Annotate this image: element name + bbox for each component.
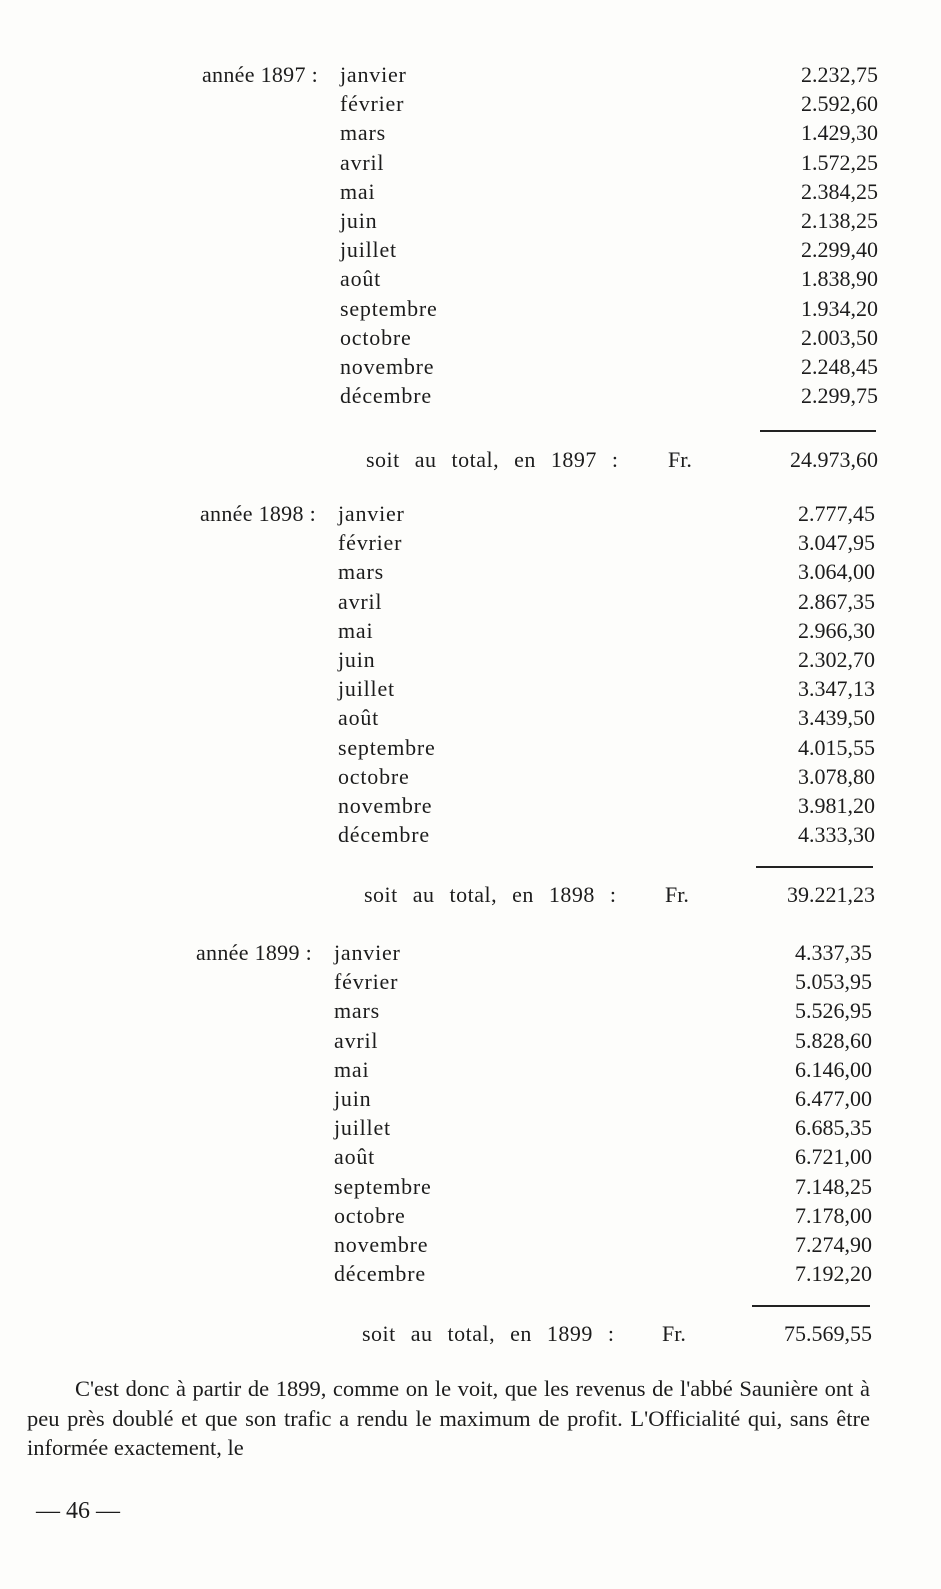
month-amount: 2.302,70 <box>798 647 875 672</box>
month-amount: 1.838,90 <box>801 266 878 292</box>
month-amount: 2.232,75 <box>801 62 878 87</box>
month-amount: 2.299,40 <box>801 237 878 263</box>
month-amount: 7.148,25 <box>795 1173 872 1199</box>
currency-label: Fr. <box>665 882 689 907</box>
month-name: août <box>340 266 382 292</box>
month-amount: 2.248,45 <box>801 354 878 379</box>
month-amount: 2.003,50 <box>801 324 878 350</box>
month-amount: 6.477,00 <box>795 1086 872 1111</box>
year-label: année 1897 : <box>201 62 318 87</box>
month-name: septembre <box>340 295 438 321</box>
month-name: mai <box>338 617 374 643</box>
month-name: novembre <box>338 793 433 818</box>
month-amount: 5.828,60 <box>795 1027 872 1053</box>
month-name: octobre <box>340 324 412 350</box>
month-amount: 2.384,25 <box>801 178 878 204</box>
total-amount: 39.221,23 <box>787 882 875 907</box>
month-amount: 1.572,25 <box>801 149 878 175</box>
total-label: soit au total, en 1899 : <box>362 1321 615 1346</box>
month-amount: 3.064,00 <box>798 559 875 585</box>
month-name: mars <box>334 998 380 1024</box>
month-name: février <box>340 91 405 117</box>
month-name: juin <box>340 208 378 233</box>
month-name: septembre <box>338 734 436 760</box>
month-name: février <box>338 530 403 556</box>
month-amount: 1.934,20 <box>801 295 878 321</box>
month-amount: 1.429,30 <box>801 120 878 146</box>
month-amount: 3.078,80 <box>798 763 875 789</box>
month-name: mai <box>334 1056 370 1082</box>
month-name: janvier <box>340 62 407 87</box>
sum-rule-divider <box>756 866 873 868</box>
month-name: décembre <box>338 822 430 848</box>
month-amount: 3.439,50 <box>798 705 875 731</box>
page-number: — 46 — <box>36 1498 120 1524</box>
total-amount: 75.569,55 <box>784 1321 872 1346</box>
year-label: année 1899 : <box>195 940 312 965</box>
month-amount: 3.047,95 <box>798 530 875 556</box>
sum-rule-divider <box>752 1305 870 1307</box>
month-name: septembre <box>334 1173 432 1199</box>
month-amount: 2.299,75 <box>801 383 878 409</box>
month-name: avril <box>338 588 383 614</box>
month-amount: 4.015,55 <box>798 734 875 760</box>
month-amount: 4.333,30 <box>798 822 875 848</box>
month-name: mars <box>340 120 386 146</box>
month-name: juillet <box>338 676 395 702</box>
month-name: août <box>338 705 380 731</box>
month-amount: 2.966,30 <box>798 617 875 643</box>
month-name: juin <box>334 1086 372 1111</box>
month-amount: 7.178,00 <box>795 1202 872 1228</box>
month-name: avril <box>340 149 385 175</box>
month-name: août <box>334 1144 376 1170</box>
month-name: juillet <box>340 237 397 263</box>
month-amount: 7.274,90 <box>795 1232 872 1257</box>
month-amount: 6.146,00 <box>795 1056 872 1082</box>
month-name: novembre <box>340 354 435 379</box>
month-name: mai <box>340 178 376 204</box>
currency-label: Fr. <box>668 447 692 472</box>
month-name: février <box>334 969 399 995</box>
month-name: juin <box>338 647 376 672</box>
month-amount: 3.981,20 <box>798 793 875 818</box>
month-amount: 4.337,35 <box>795 940 872 965</box>
month-amount: 6.685,35 <box>795 1115 872 1141</box>
month-amount: 3.347,13 <box>798 676 875 702</box>
month-amount: 5.053,95 <box>795 969 872 995</box>
month-name: janvier <box>338 501 405 526</box>
month-amount: 7.192,20 <box>795 1261 872 1287</box>
month-amount: 2.777,45 <box>798 501 875 526</box>
month-name: décembre <box>334 1261 426 1287</box>
month-name: mars <box>338 559 384 585</box>
month-name: octobre <box>338 763 410 789</box>
currency-label: Fr. <box>662 1321 686 1346</box>
month-amount: 2.867,35 <box>798 588 875 614</box>
total-label: soit au total, en 1897 : <box>366 447 619 472</box>
total-amount: 24.973,60 <box>790 447 878 472</box>
sum-rule-divider <box>760 430 876 432</box>
month-name: novembre <box>334 1232 429 1257</box>
month-name: octobre <box>334 1202 406 1228</box>
month-amount: 2.592,60 <box>801 91 878 117</box>
month-amount: 2.138,25 <box>801 208 878 233</box>
month-name: juillet <box>334 1115 391 1141</box>
month-name: avril <box>334 1027 379 1053</box>
month-name: décembre <box>340 383 432 409</box>
total-label: soit au total, en 1898 : <box>364 882 617 907</box>
year-label: année 1898 : <box>199 501 316 526</box>
month-amount: 5.526,95 <box>795 998 872 1024</box>
month-amount: 6.721,00 <box>795 1144 872 1170</box>
body-paragraph <box>27 1374 870 1463</box>
month-name: janvier <box>334 940 401 965</box>
body-paragraph-text: C'est donc à partir de 1899, comme on le voit, que les revenus de l'abbé Saunière ont à peu près doublé et que son trafic a rendu le maximum de profit. L'Officialité qui, sans être informée exactement, le <box>27 1376 870 1460</box>
